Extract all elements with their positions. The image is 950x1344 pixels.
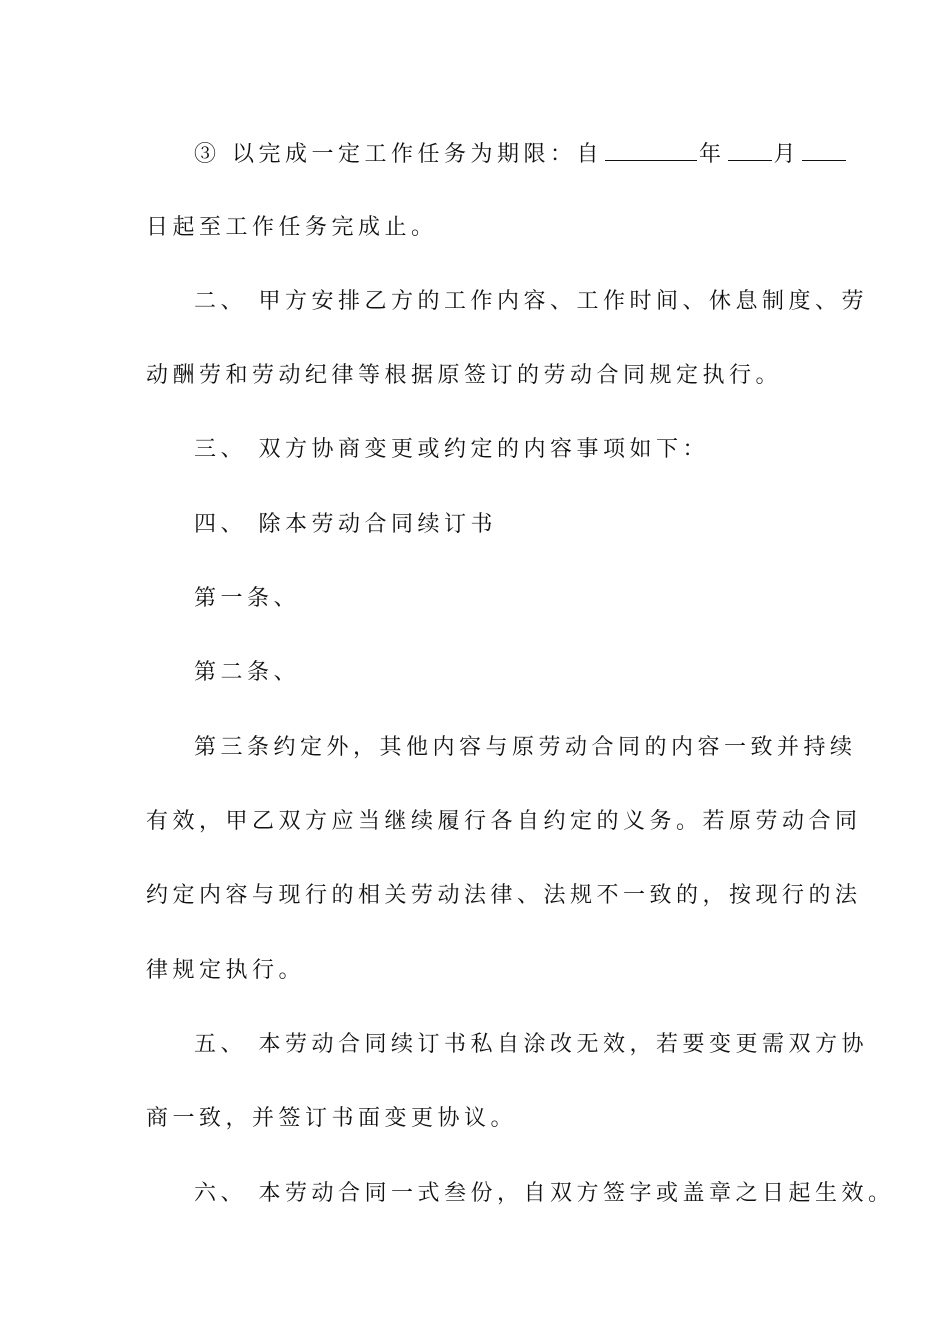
- year-label: 年: [699, 142, 726, 167]
- day-blank: [802, 140, 846, 161]
- clause-2: 二、 甲方安排乙方的工作内容、工作时间、休息制度、劳: [194, 289, 868, 314]
- clause-4: 四、 除本劳动合同续订书: [194, 512, 497, 537]
- article-3: 第三条约定外，其他内容与原劳动合同的内容一致并持续: [194, 735, 857, 760]
- paragraph-term-option-3: [194, 140, 848, 169]
- clause-5: 五、 本劳动合同续订书私自涂改无效，若要变更需双方协: [194, 1032, 868, 1057]
- month-label: 月: [773, 142, 801, 167]
- paragraph-line: 商一致，并签订书面变更协议。: [146, 1106, 518, 1131]
- term-option-text: ③ 以完成一定工作任务为期限：自: [194, 142, 603, 167]
- clause-3: 三、 双方协商变更或约定的内容事项如下：: [194, 437, 709, 462]
- paragraph-line: 有效，甲乙双方应当继续履行各自约定的义务。若原劳动合同: [146, 809, 862, 834]
- clause-6: 六、 本劳动合同一式叁份，自双方签字或盖章之日起生效。: [194, 1181, 895, 1206]
- paragraph-line: 动酬劳和劳动纪律等根据原签订的劳动合同规定执行。: [146, 363, 783, 388]
- paragraph-line: 日起至工作任务完成止。: [146, 215, 438, 240]
- paragraph-line: 律规定执行。: [146, 958, 306, 983]
- article-1: 第一条、: [194, 586, 301, 611]
- paragraph-line: 约定内容与现行的相关劳动法律、法规不一致的，按现行的法: [146, 883, 862, 908]
- month-blank: [728, 140, 772, 161]
- article-2: 第二条、: [194, 660, 301, 685]
- year-blank: [605, 140, 697, 161]
